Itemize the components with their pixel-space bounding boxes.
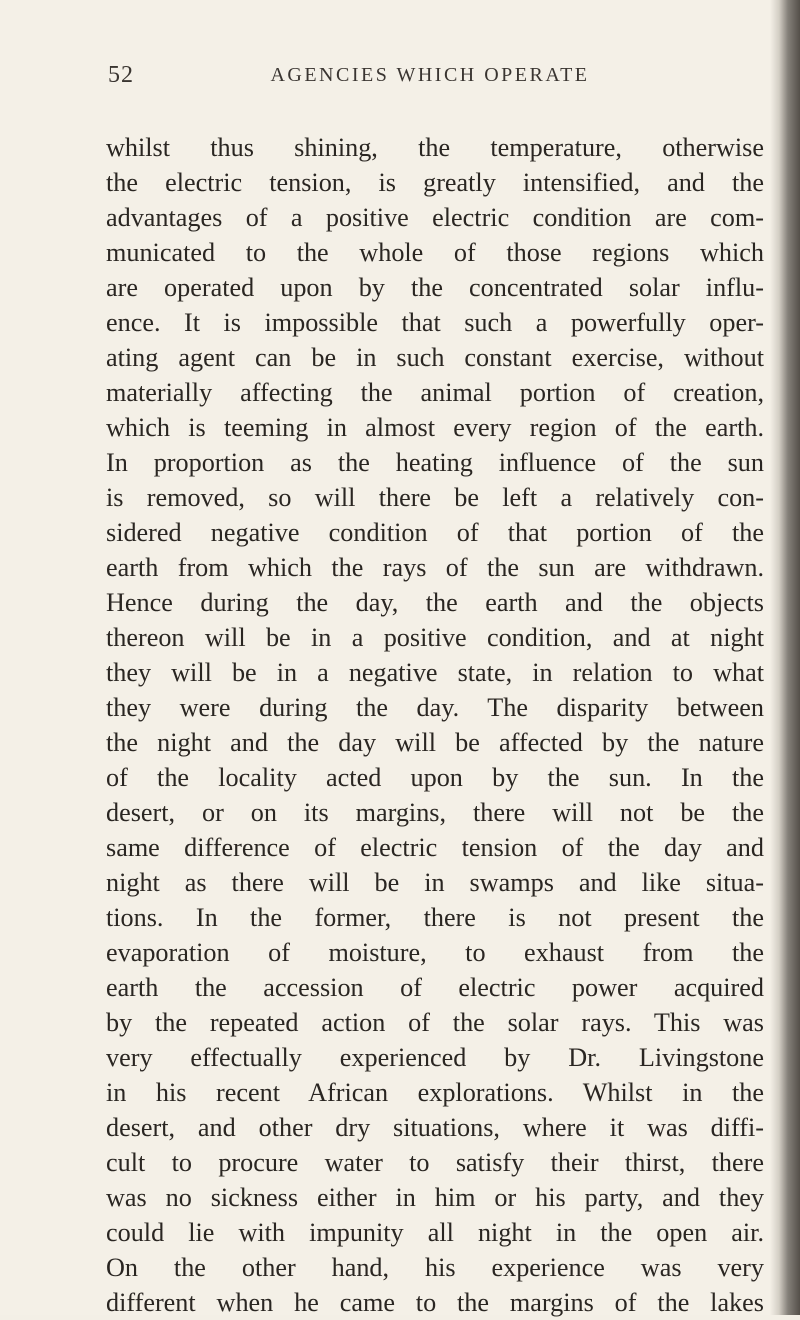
text-line: municated to the whole of those regions which: [106, 238, 764, 267]
text-line: they will be in a negative state, in relation to what: [106, 658, 764, 687]
text-line: On the other hand, his experience was very: [106, 1253, 764, 1282]
text-line: the electric tension, is greatly intensified, and the: [106, 168, 764, 197]
text-line: in his recent African explorations. Whilst in the: [106, 1078, 764, 1107]
text-line: thereon will be in a positive condition, and at night: [106, 623, 764, 652]
text-line: whilst thus shining, the temperature, otherwise: [106, 133, 764, 162]
text-line: was no sickness either in him or his party, and they: [106, 1183, 764, 1212]
text-line: same difference of electric tension of the day and: [106, 833, 764, 862]
text-line: desert, or on its margins, there will not be the: [106, 798, 764, 827]
text-line: of the locality acted upon by the sun. In the: [106, 763, 764, 792]
text-line: ating agent can be in such constant exercise, without: [106, 343, 764, 372]
text-line: tions. In the former, there is not present the: [106, 903, 764, 932]
text-line: the night and the day will be affected by the nature: [106, 728, 764, 757]
text-line: sidered negative condition of that portion of the: [106, 518, 764, 547]
text-line: earth from which the rays of the sun are withdrawn.: [106, 553, 764, 582]
running-title: AGENCIES WHICH OPERATE: [270, 64, 590, 86]
body-text: [106, 130, 764, 1320]
running-header: [0, 62, 800, 102]
text-line: night as there will be in swamps and like situa-: [106, 868, 764, 897]
text-line: Hence during the day, the earth and the objects: [106, 588, 764, 617]
text-line: which is teeming in almost every region of the earth.: [106, 413, 764, 442]
text-line: materially affecting the animal portion of creation,: [106, 378, 764, 407]
text-line: In proportion as the heating influence of the sun: [106, 448, 764, 477]
page-spine-shadow: [770, 0, 800, 1315]
text-line: desert, and other dry situations, where it was diffi-: [106, 1113, 764, 1142]
text-line: cult to procure water to satisfy their thirst, there: [106, 1148, 764, 1177]
text-line: is removed, so will there be left a relatively con-: [106, 483, 764, 512]
text-line: could lie with impunity all night in the open air.: [106, 1218, 764, 1247]
text-line: are operated upon by the concentrated solar influ-: [106, 273, 764, 302]
text-line: evaporation of moisture, to exhaust from the: [106, 938, 764, 967]
text-line: different when he came to the margins of the lakes: [106, 1288, 764, 1317]
text-line: ence. It is impossible that such a powerfully oper-: [106, 308, 764, 337]
text-line: earth the accession of electric power acquired: [106, 973, 764, 1002]
text-line: very effectually experienced by Dr. Livingstone: [106, 1043, 764, 1072]
text-line: by the repeated action of the solar rays. This was: [106, 1008, 764, 1037]
page-number: 52: [108, 62, 134, 88]
text-line: advantages of a positive electric condition are com-: [106, 203, 764, 232]
text-line: they were during the day. The disparity between: [106, 693, 764, 722]
